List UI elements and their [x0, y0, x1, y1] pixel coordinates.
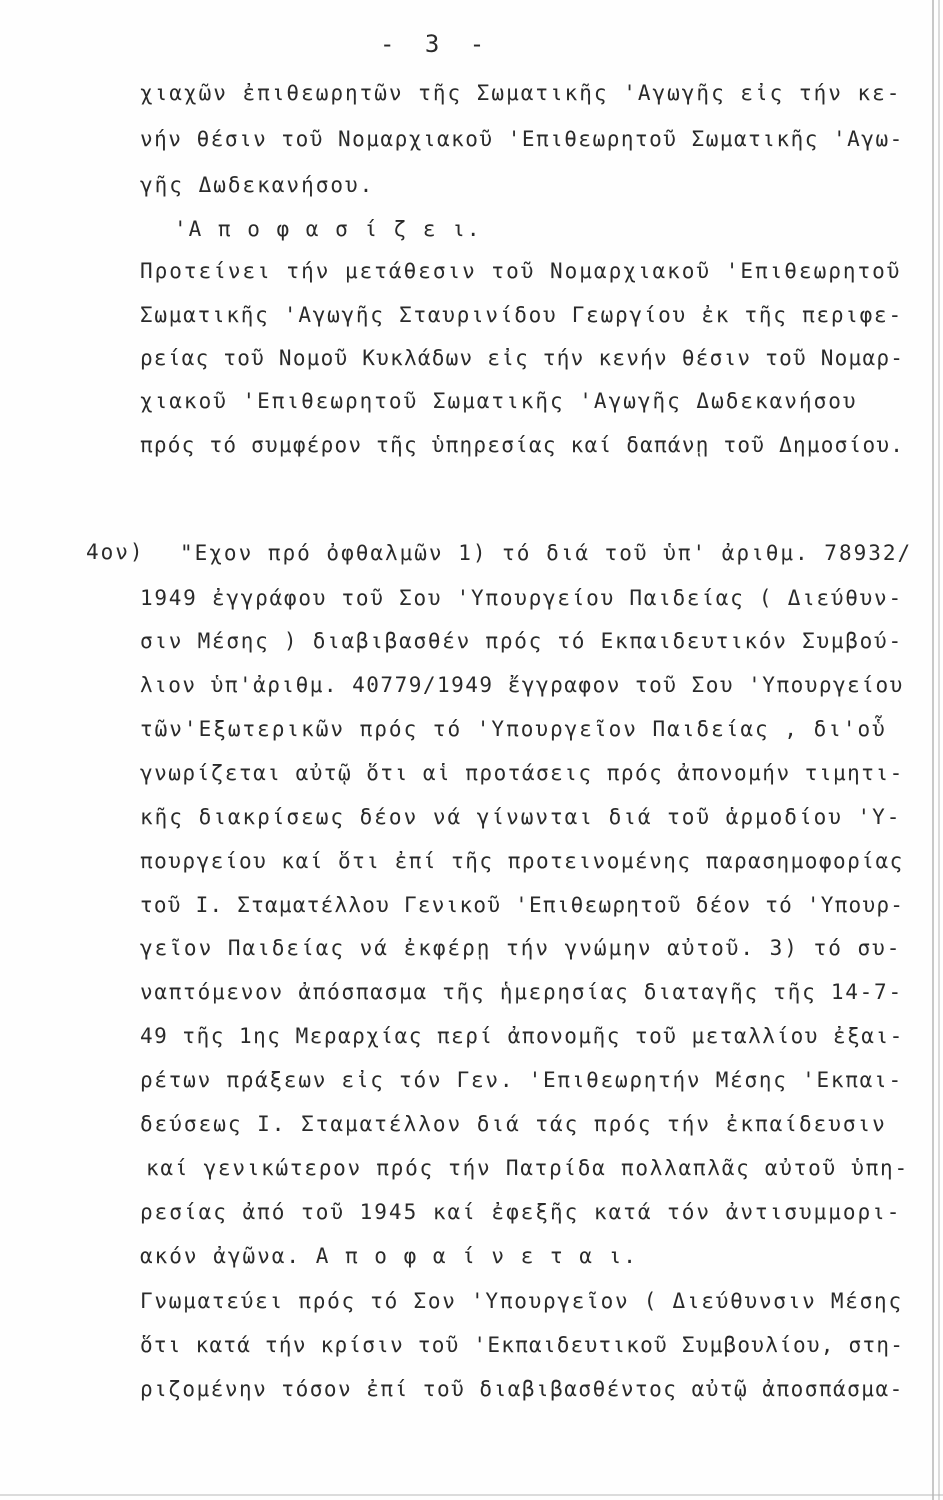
text-line: ακόν ἀγῶνα. Α π ο φ α ί ν ε τ α ι. [140, 1244, 638, 1268]
text-line: πουργείου καί ὅτι ἐπί τῆς προτεινομένης παρασημοφορίας [140, 849, 904, 873]
text-line: Προτείνει τήν μετάθεσιν τοῦ Νομαρχιακοῦ 'Επιθεωρητοῦ [140, 259, 902, 283]
scan-edge-line [932, 0, 934, 1500]
text-line: γνωρίζεται αὐτῷ ὅτι αἱ προτάσεις πρός ἀπονομήν τιμητι- [140, 761, 904, 785]
text-line: ρέτων πράξεων εἰς τόν Γεν. 'Επιθεωρητήν Μέσης 'Εκπαι- [140, 1068, 903, 1092]
text-line: τοῦ Ι. Σταματέλλου Γενικοῦ 'Επιθεωρητοῦ δέον τό 'Υπουρ- [140, 893, 905, 917]
text-line: Γνωματεύει πρός τό Σον 'Υπουργεῖον ( Διεύθυνσιν Μέσης [140, 1289, 903, 1313]
text-line: γῆς Δωδεκανήσου. [140, 173, 375, 197]
page-number: - 3 - [380, 30, 493, 58]
scan-edge-line [938, 0, 940, 1500]
text-line: 1949 ἐγγράφου τοῦ Σου 'Υπουργείου Παιδείας ( Διεύθυν- [140, 586, 903, 610]
text-line: ρείας τοῦ Νομοῦ Κυκλάδων εἰς τήν κενήν θέσιν τοῦ Νομαρ- [140, 346, 905, 370]
text-line: λιον ὑπ'ἀριθμ. 40779/1949 ἔγγραφον τοῦ Σου 'Υπουργείου [140, 673, 904, 697]
text-line: κῆς διακρίσεως δέον νά γίνωνται διά τοῦ ἁρμοδίου 'Υ- [140, 805, 902, 829]
text-line: δεύσεως Ι. Σταματέλλον διά τάς πρός τήν ἐκπαίδευσιν [140, 1112, 887, 1136]
text-line: γεῖον Παιδείας νά ἐκφέρῃ τήν γνώμην αὐτοῦ. 3) τό συ- [140, 936, 902, 960]
text-line: ρεσίας ἀπό τοῦ 1945 καί ἐφεξῆς κατά τόν ἀντισυμμορι- [140, 1200, 902, 1224]
text-line: νήν θέσιν τοῦ Νομαρχιακοῦ 'Επιθεωρητοῦ Σωματικῆς 'Αγω- [140, 127, 904, 151]
text-line: ριζομένην τόσον ἐπί τοῦ διαβιβασθέντος αὐτῷ ἀποσπάσμα- [140, 1377, 904, 1401]
text-line: καί γενικώτερον πρός τήν Πατρίδα πολλαπλᾶς αὐτοῦ ὑπη- [146, 1156, 909, 1180]
section-number: 4ον) [86, 540, 145, 564]
text-line: τῶν'Εξωτερικῶν πρός τό 'Υπουργεῖον Παιδείας , δι'οὗ [140, 717, 887, 741]
text-line: χιακοῦ 'Επιθεωρητοῦ Σωματικῆς 'Αγωγῆς Δωδεκανήσου [140, 389, 858, 413]
text-line: χιαχῶν ἐπιθεωρητῶν τῆς Σωματικῆς 'Αγωγῆς εἰς τήν κε- [140, 81, 902, 105]
text-line: σιν Μέσης ) διαβιβασθέν πρός τό Εκπαιδευτικόν Συμβού- [140, 629, 903, 653]
text-line: ναπτόμενον ἀπόσπασμα τῆς ἡμερησίας διαταγῆς τῆς 14-7- [140, 980, 903, 1004]
text-line: "Εχον πρό ὀφθαλμῶν 1) τό διά τοῦ ὑπ' ἀριθμ. 78932/ [180, 541, 913, 565]
text-line: πρός τό συμφέρον τῆς ὑπηρεσίας καί δαπάνῃ τοῦ Δημοσίου. [140, 433, 905, 457]
decision-heading: 'Α π ο φ α σ ί ζ ε ι. [174, 217, 482, 241]
scan-bottom-edge [0, 1494, 943, 1496]
text-line: ὅτι κατά τήν κρίσιν τοῦ 'Εκπαιδευτικοῦ Συμβουλίου, στη- [140, 1333, 905, 1357]
text-line: Σωματικῆς 'Αγωγῆς Σταυρινίδου Γεωργίου ἐκ τῆς περιφε- [140, 303, 903, 327]
text-line: 49 τῆς 1ης Μεραρχίας περί ἀπονομῆς τοῦ μεταλλίου ἐξαι- [140, 1024, 904, 1048]
